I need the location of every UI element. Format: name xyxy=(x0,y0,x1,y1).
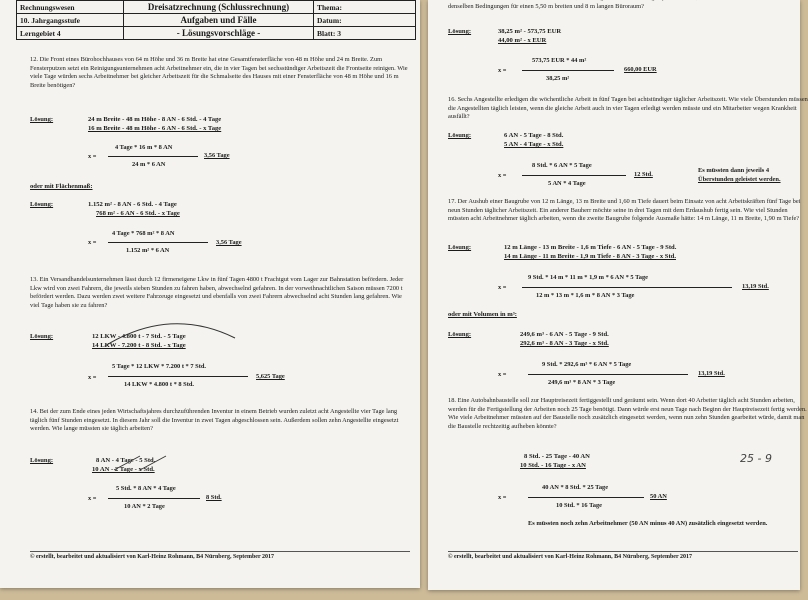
fraction-bar xyxy=(108,376,248,377)
x-equals: x = xyxy=(88,239,97,246)
task-14-denominator: 10 AN * 2 Tage xyxy=(124,503,165,510)
fraction-bar xyxy=(528,497,644,498)
fraction-bar xyxy=(522,287,732,288)
task-15-text: denselben Bedingungen für einen 5,50 m breiten und 8 m langen Büroraum? xyxy=(448,2,644,10)
task-15-row-2: 44,00 m² - x EUR xyxy=(498,37,547,44)
fraction-bar xyxy=(522,175,626,176)
task-12-text: 12. Die Front eines Bürohochhauses von 64 m Höhe und 36 m Breite hat eine Gesamtfensterfläche von 48 m Höhe und 24 m Breite. Zum Fensterputzen setzt ein Reinigungsunternehmen acht Arbeitnehmer ein, die in vier Tagen bei sechsstündiger Arbeitszeit die Frontseite reinigen. Wie viele Tage würden sechs Arbeitnehmer bei gleicher Arbeitszeit für die Schmalseite des Hauses mit einer Fensterfläche von 48 m Höhe und 16 m Breite benötigen? xyxy=(30,56,408,89)
task-16-row-1: 6 AN - 5 Tage - 8 Std. xyxy=(504,132,564,139)
task-17-text: 17. Der Aushub einer Baugrube von 12 m Länge, 13 m Breite und 1,60 m Tiefe dauert beim Einsatz von acht Arbeitskräften fünf Tage bei neun Stunden täglicher Arbeitszeit. Ein anderer Bauherr möchte seine in drei Tagen mit dem Erdaushub fertig sein. Wie viel Stunden müssten acht Arbeitnehmer täglich arbeiten, wenn die zweite Baugrube folgende Ausmaße hätte: 14 m Länge, 11 m Breite, 1,90 m Tiefe? xyxy=(448,198,801,223)
fraction-bar xyxy=(522,70,614,71)
solution-label: Lösung: xyxy=(448,28,472,35)
task-13-row-1: 12 LKW - 4.800 t - 7 Std. - 5 Tage xyxy=(92,333,186,340)
task-17b-row-1: 249,6 m³ - 6 AN - 5 Tage - 9 Std. xyxy=(520,331,609,338)
header-sheet-number: Blatt: 3 xyxy=(314,27,416,40)
task-13-numerator: 5 Tage * 12 LKW * 7.200 t * 7 Std. xyxy=(112,363,206,370)
header-subtitle: Aufgaben und Fälle xyxy=(124,14,314,27)
task-12b-row-1: 1.152 m² - 8 AN - 6 Std. - 4 Tage xyxy=(88,201,177,208)
solution-label: Lösung: xyxy=(30,457,54,464)
right-worksheet-page xyxy=(428,0,808,590)
x-equals: x = xyxy=(88,153,97,160)
task-14-text: 14. Bei der zum Ende eines jeden Wirtschaftsjahres durchzuführenden Inventur in einem Betrieb wurden zuletzt acht Angestellte vier Tage lang täglich fünf Stunden eingesetzt. In diesem Jahr soll die Inventur in zwei Tagen abgeschlossen sein. Außerdem sollen zehn Angestellte eingesetzt werden. Wie lange müssten sie täglich arbeiten? xyxy=(30,408,399,433)
task-12b-numerator: 4 Tage * 768 m² * 8 AN xyxy=(112,230,175,237)
solution-label: Lösung: xyxy=(30,333,54,340)
solution-label: Lösung: xyxy=(30,201,54,208)
header-learning-area: Lerngebiet 4 xyxy=(17,27,124,40)
task-17b-result: 13,19 Std. xyxy=(698,370,725,377)
task-18-text: 18. Eine Autobahnbaustelle soll zur Hauptreisezeit fertiggestellt und geräumt sein. Wenn dort 40 Arbeiter täglich acht Stunden arbeiten, werden für die Fertigstellung der Arbeiten noch 25 Tage benötigt. Dann würde erst neun Tage nach Beginn der Hauptreisezeit fertig werden. Wie viele Arbeitnehmer müssten auf der Baustelle noch zusätzlich eingesetzt werden, wenn nun zehn Stunden gearbeitet würde, damit man die Baustelle rechtzeitig aufheben könnte? xyxy=(448,397,807,430)
task-12-numerator: 4 Tage * 16 m * 8 AN xyxy=(115,144,173,151)
x-equals: x = xyxy=(498,494,507,501)
solution-label: Lösung: xyxy=(30,116,54,123)
task-14-numerator: 5 Std. * 8 AN * 4 Tage xyxy=(116,485,176,492)
task-16-text: 16. Sechs Angestellte erledigen die wöchentliche Arbeit in fünf Tagen bei achtstündiger täglicher Arbeitszeit. Wie viele Überstunden müssen die Angestellten täglich leisten, wenn die gleiche Arbeit auch in vier Tagen erledigt werden müsste und ein Mitarbeiter wegen Krankheit ausfällt? xyxy=(448,96,808,121)
x-equals: x = xyxy=(498,371,507,378)
handwritten-arc-mark xyxy=(100,312,240,352)
header-date: Datum: xyxy=(314,14,416,27)
task-17b-numerator: 9 Std. * 292,6 m³ * 6 AN * 5 Tage xyxy=(542,361,632,368)
task-18-conclusion: Es müssten noch zehn Arbeitnehmer (50 AN minus 40 AN) zusätzlich eingesetzt werden. xyxy=(528,520,768,527)
fraction-bar xyxy=(108,156,198,157)
area-method-heading: oder mit Flächenmaß: xyxy=(30,183,93,190)
task-17-numerator: 9 Std. * 14 m * 11 m * 1,9 m * 6 AN * 5 Tage xyxy=(528,274,649,281)
task-13-result: 5,625 Tage xyxy=(256,373,285,380)
task-16-denominator: 5 AN * 4 Tage xyxy=(548,180,586,187)
fraction-bar xyxy=(108,498,200,499)
task-12b-denominator: 1.152 m² * 6 AN xyxy=(126,247,170,254)
solution-label: Lösung: xyxy=(448,132,472,139)
task-17-row-2: 14 m Länge - 11 m Breite - 1,9 m Tiefe - 8 AN - 3 Tage - x Std. xyxy=(504,253,676,260)
task-15-numerator: 573,75 EUR * 44 m² xyxy=(532,57,587,64)
task-17b-denominator: 249,6 m³ * 8 AN * 3 Tage xyxy=(548,379,616,386)
page-footer: © erstellt, bearbeitet und aktualisiert von Karl-Heinz Rohmann, B4 Nürnberg, September 2017 xyxy=(448,551,798,560)
header-subject: Rechnungswesen xyxy=(17,1,124,14)
task-16-row-2: 5 AN - 4 Tage - x Std. xyxy=(504,141,564,148)
task-16-note-line-2: Überstunden geleistet werden. xyxy=(698,176,781,183)
task-17-result: 13,19 Std. xyxy=(742,283,769,290)
task-18-denominator: 10 Std. * 16 Tage xyxy=(556,502,602,509)
task-18-numerator: 40 AN * 8 Std. * 25 Tage xyxy=(542,484,609,491)
task-15-denominator: 38,25 m² xyxy=(546,75,570,82)
task-13-denominator: 14 LKW * 4.800 t * 8 Std. xyxy=(124,381,195,388)
fraction-bar xyxy=(528,374,688,375)
solution-label: Lösung: xyxy=(448,244,472,251)
task-13-row-2: 14 LKW - 7.200 t - 8 Std. - x Tage xyxy=(92,342,186,349)
task-14-row-1: 8 AN - 4 Tage - 5 Std. xyxy=(96,457,156,464)
header-grade: 10. Jahrgangsstufe xyxy=(17,14,124,27)
header-table xyxy=(16,0,416,40)
solution-label: Lösung: xyxy=(448,331,472,338)
task-17-denominator: 12 m * 13 m * 1,6 m * 8 AN * 3 Tage xyxy=(536,292,635,299)
x-equals: x = xyxy=(88,374,97,381)
handwritten-cross-marks xyxy=(100,452,180,474)
x-equals: x = xyxy=(498,67,507,74)
header-title: Dreisatzrechnung (Schlussrechnung) xyxy=(124,1,314,14)
task-16-numerator: 8 Std. * 6 AN * 5 Tage xyxy=(532,162,592,169)
task-12b-result: 3,56 Tage xyxy=(216,239,242,246)
task-16-note-line-1: Es müssten dann jeweils 4 xyxy=(698,167,770,174)
task-12-denominator: 24 m * 6 AN xyxy=(132,161,166,168)
x-equals: x = xyxy=(498,284,507,291)
task-15-row-1: 38,25 m² - 573,75 EUR xyxy=(498,28,562,35)
header-topic: Thema: xyxy=(314,1,416,14)
task-12b-row-2: 768 m² - 6 AN - 6 Std. - x Tage xyxy=(96,210,180,217)
task-18-result: 50 AN xyxy=(650,493,667,500)
task-12-row-1: 24 m Breite - 48 m Höhe - 8 AN - 6 Std. - 4 Tage xyxy=(88,116,222,123)
task-12-row-2: 16 m Breite - 48 m Höhe - 6 AN - 6 Std. - x Tage xyxy=(88,125,222,132)
task-17-row-1: 12 m Länge - 13 m Breite - 1,6 m Tiefe - 6 AN - 5 Tage - 9 Std. xyxy=(504,244,677,251)
fraction-bar xyxy=(108,242,208,243)
task-16-result: 12 Std. xyxy=(634,171,653,178)
task-18-row-1: 8 Std. - 25 Tage - 40 AN xyxy=(524,453,590,460)
task-14-result: 8 Std. xyxy=(206,494,222,501)
handwritten-note: 25 - 9 xyxy=(740,452,772,465)
header-solution-label: - Lösungsvorschläge - xyxy=(124,27,314,40)
x-equals: x = xyxy=(498,172,507,179)
task-14-row-2: 10 AN - 2 Tage - x Std. xyxy=(92,466,155,473)
x-equals: x = xyxy=(88,495,97,502)
task-12-result: 3,56 Tage xyxy=(204,152,230,159)
page-footer: © erstellt, bearbeitet und aktualisiert von Karl-Heinz Rohmann, B4 Nürnberg, September 2017 xyxy=(30,551,410,560)
volume-method-heading: oder mit Volumen in m³: xyxy=(448,311,517,318)
task-13-text: 13. Ein Versandhandelsunternehmen lässt durch 12 firmeneigene Lkw in fünf Tagen 4800 t Frachtgut vom Lager zur Bahnstation befördern. Jeder Lkw wird von zwei Fahrern, die jeweils sieben Stunden zu fahren haben, abwechselnd gefahren. In der vorweihnachtlichen Saison müssen 7200 t befördert werden. Dazu werden zwei weitere Fahrzeuge eingesetzt und ebenfalls von zwei Fahrern abwechselnd acht Stunden lang gefahren. Wie viel Tage haben sie zu fahren? xyxy=(30,276,404,309)
task-15-result: 660,00 EUR xyxy=(624,66,657,73)
task-17b-row-2: 292,6 m³ - 8 AN - 3 Tage - x Std. xyxy=(520,340,609,347)
task-18-row-2: 10 Std. - 16 Tage - x AN xyxy=(520,462,586,469)
